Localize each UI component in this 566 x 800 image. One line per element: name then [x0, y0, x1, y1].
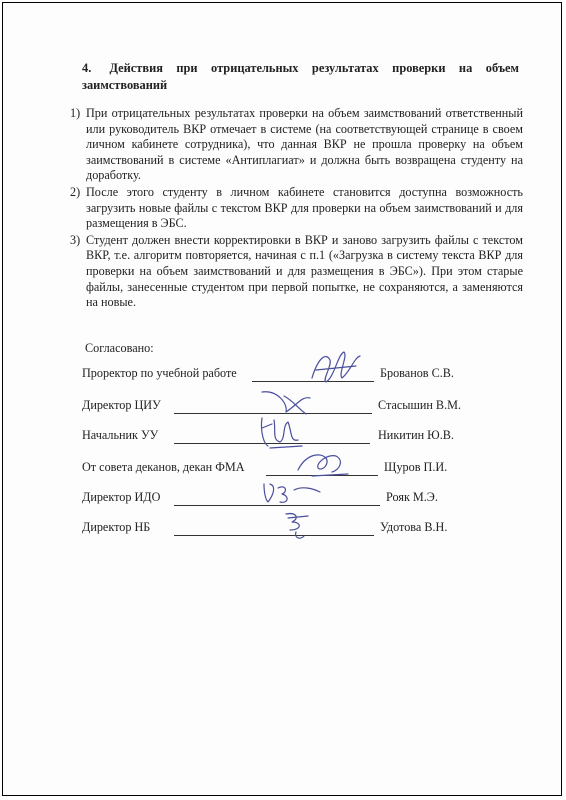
section-number: 4. — [82, 61, 92, 75]
list-item-text: После этого студенту в личном кабинете становится доступна возможность загрузить новые файлы с текстом ВКР для проверки на объем заимствований и для размещения в ЭБС. — [86, 184, 523, 231]
list-item — [70, 185, 523, 232]
signature-name: Удотова В.Н. — [380, 520, 448, 534]
signature-name: Рояк М.Э. — [386, 490, 438, 504]
signature-name: Щуров П.И. — [384, 460, 448, 474]
list-item-text: При отрицательных результатах проверки на объем заимствований ответственный или руководитель ВКР отмечает в системе (на соответствующей странице в своем личном кабинете сотрудника), что данная ВКР не прошла проверку на объем заимствований в системе «Антиплагиат» и должна быть возвращена студенту на доработку. — [86, 106, 523, 183]
handwritten-signature — [304, 348, 364, 388]
signature-name: Брованов С.В. — [380, 366, 454, 380]
signature-role: Директор НБ — [82, 520, 151, 534]
agreed-label: Согласовано: — [85, 341, 154, 355]
signature-row-uu — [82, 428, 522, 448]
signature-role: Проректор по учебной работе — [82, 366, 237, 380]
signature-row-ido — [82, 490, 522, 510]
steps-list — [70, 106, 523, 312]
signature-name: Никитин Ю.В. — [378, 428, 454, 442]
section-title: Действия при отрицательных результатах проверки на объем заимствований — [82, 61, 519, 92]
handwritten-signature — [258, 476, 328, 510]
signature-line — [174, 535, 374, 536]
signature-row-prorector — [82, 366, 522, 386]
signature-role: Директор ИДО — [82, 490, 161, 504]
signature-name: Стасышин В.М. — [378, 398, 461, 412]
list-item-number: 1) — [70, 106, 81, 120]
list-item-number: 2) — [70, 184, 81, 199]
list-item — [70, 233, 523, 311]
signature-row-nb — [82, 520, 522, 540]
list-item-text: Студент должен внести корректировки в ВКР и заново загрузить файлы с текстом ВКР, т.е. алгоритм повторяется, начиная с п.1 («Загрузка в систему текста ВКР для проверки на объем заимствований и для размещения в ЭБС»). При этом старые файлы, занесенные студентом при первой попытке, не сохраняются, а заменяются на новые. — [86, 232, 523, 310]
signature-role: От совета деканов, декан ФМА — [82, 460, 245, 474]
signature-role: Директор ЦИУ — [82, 398, 161, 412]
signature-role: Начальник УУ — [82, 428, 159, 442]
list-item — [70, 106, 523, 184]
list-item-number: 3) — [70, 232, 81, 247]
section-heading — [82, 60, 519, 94]
handwritten-signature — [278, 508, 318, 542]
handwritten-signature — [292, 446, 352, 480]
